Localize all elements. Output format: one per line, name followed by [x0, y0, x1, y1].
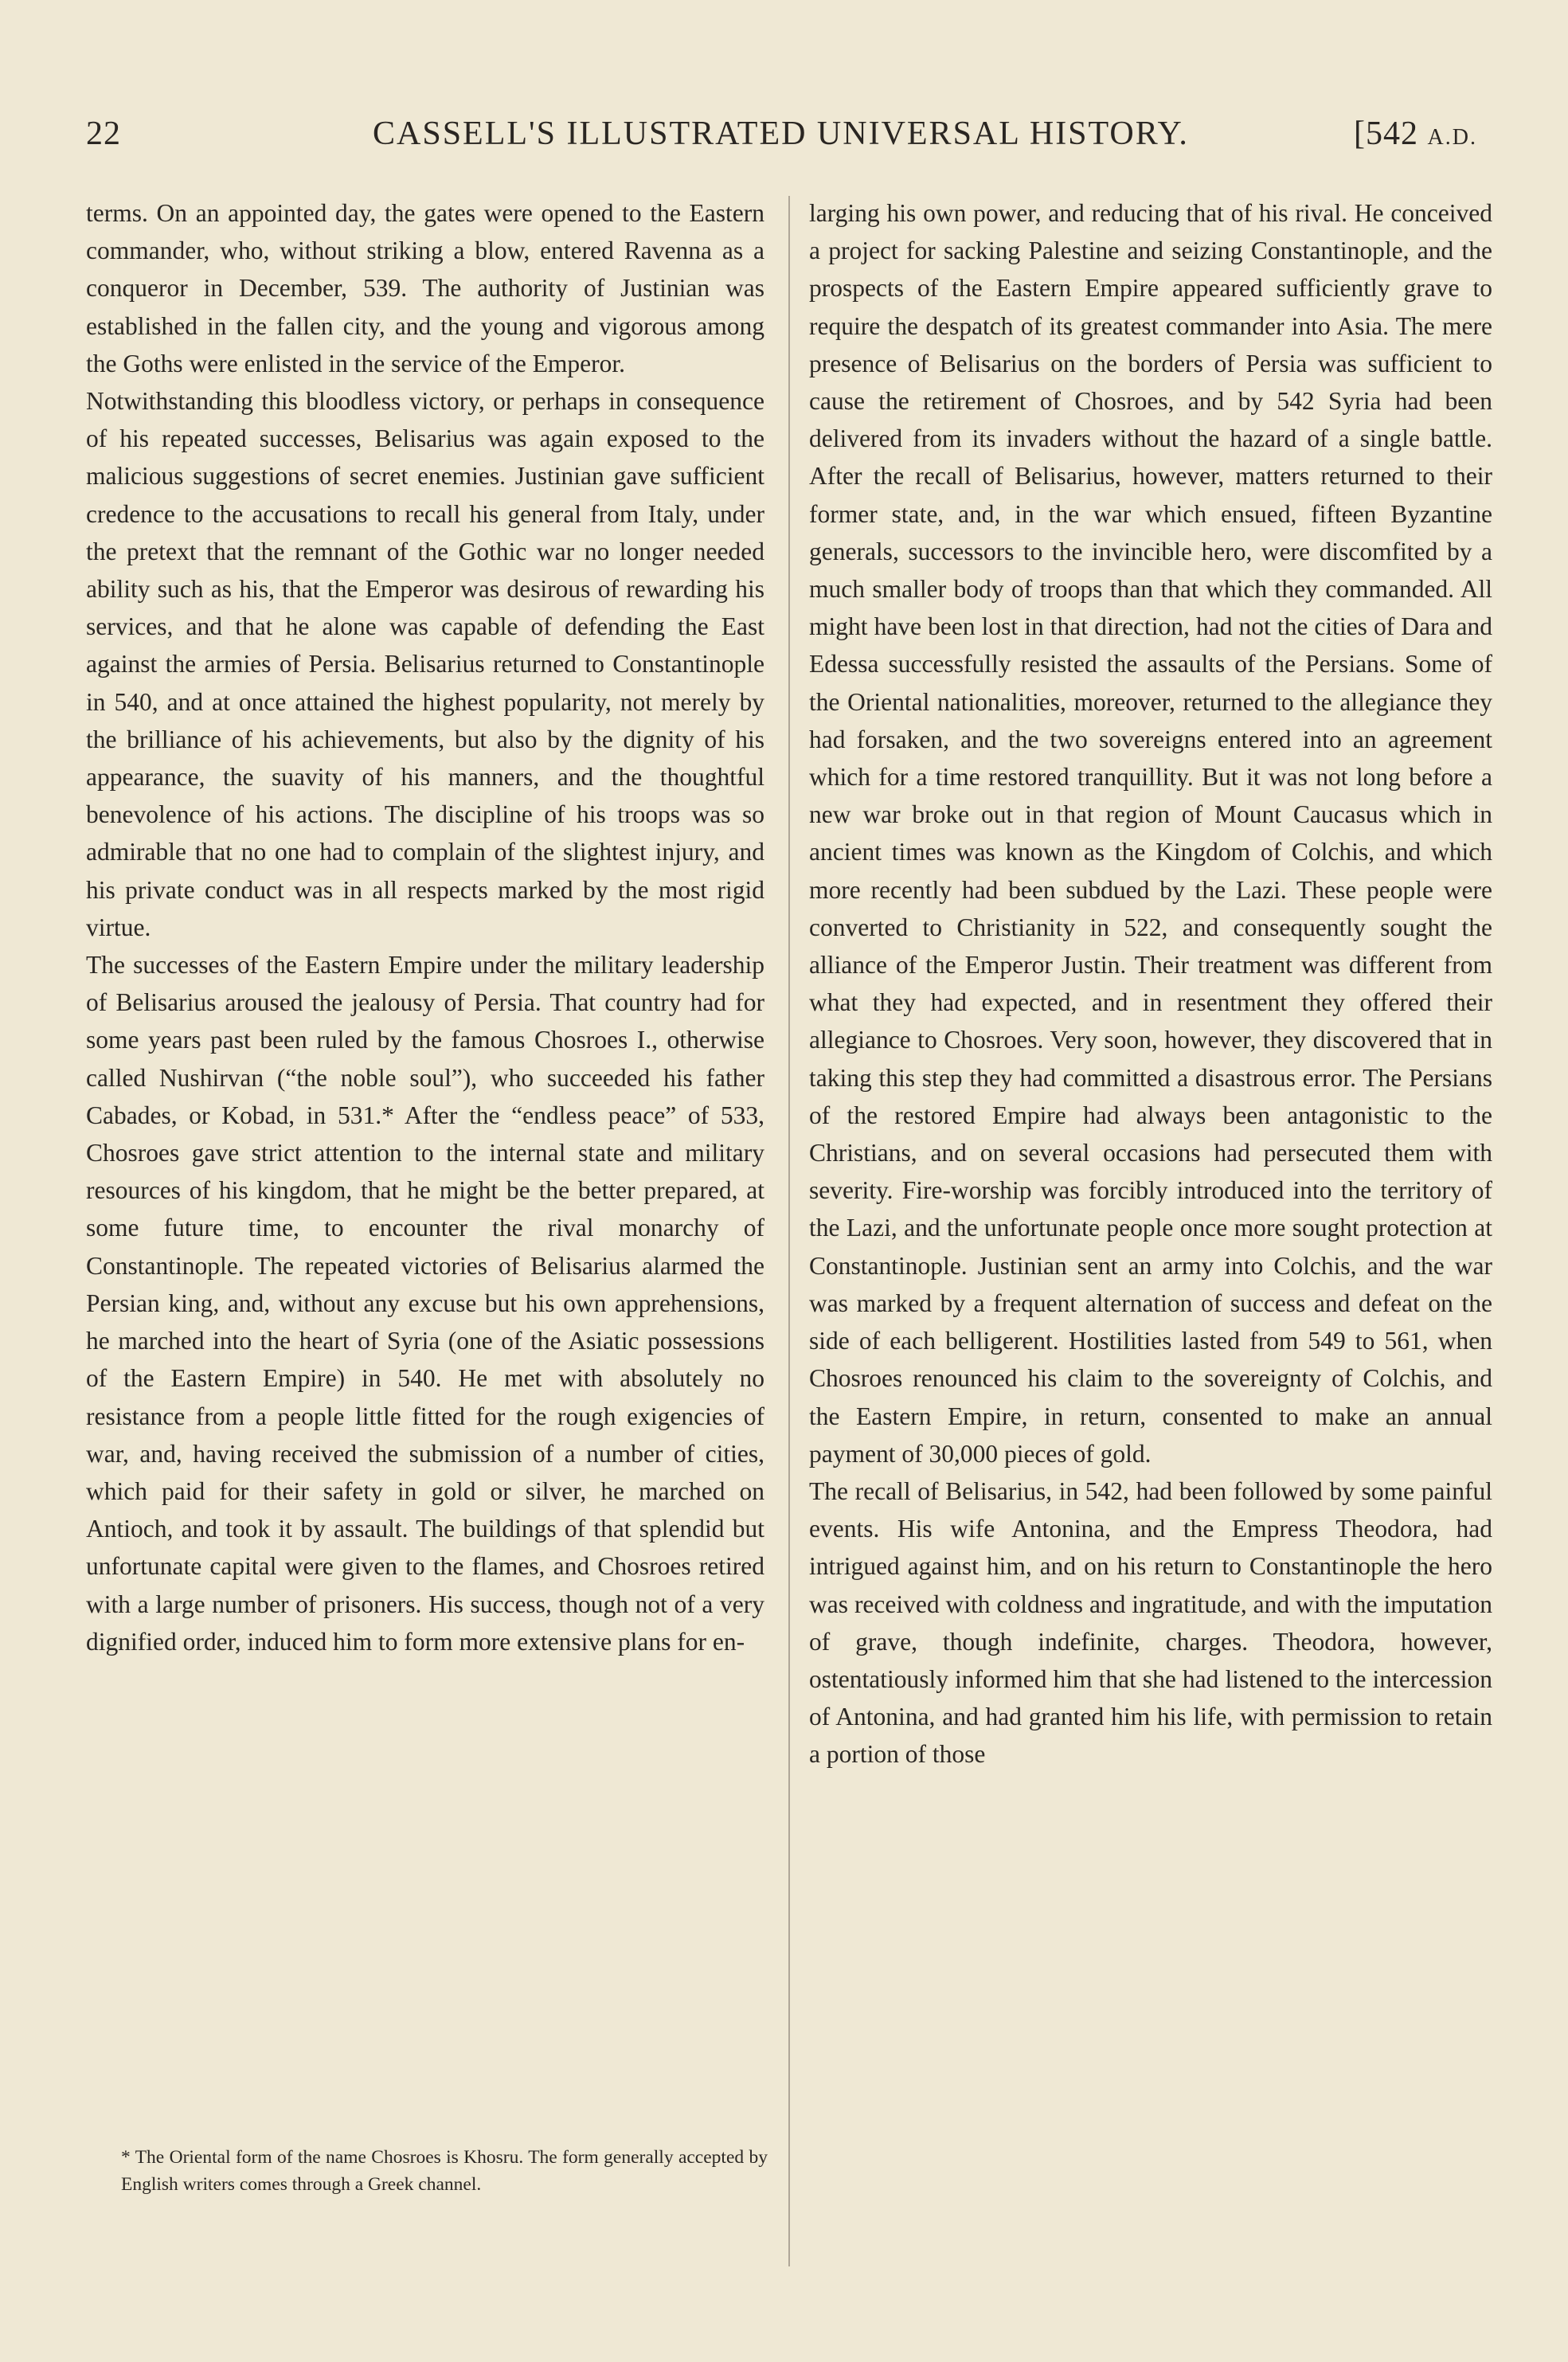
running-title: CASSELL'S ILLUSTRATED UNIVERSAL HISTORY.	[373, 115, 1189, 152]
paragraph: The successes of the Eastern Empire under the military leadership of Belisarius aroused the jealousy of Persia. That country had for some years past been ruled by the famous Chosroes I., otherwise called Nushirvan (“the noble soul”), who succeeded his father Cabades, or Kobad, in 531.* After the “endless peace” of 533, Chosroes gave strict attention to the internal state and military resources of his kingdom, that he might be the better prepared, at some future time, to encounter the rival monarchy of Constantinople. The repeated victories of Belisarius alarmed the Persian king, and, without any excuse but his own apprehensions, he marched into the heart of Syria (one of the Asiatic possessions of the Eastern Empire) in 540. He met with absolutely no resistance from a people little fitted for the rough exigencies of war, and, having received the submission of a number of cities, which paid for their safety in gold or silver, he marched on Antioch, and took it by assault. The buildings of that splendid but unfortunate capital were given to the flames, and Chosroes retired with a large number of prisoners. His success, though not of a very dignified order, induced him to form more extensive plans for en-	[86, 951, 764, 1656]
column-divider	[788, 196, 790, 2266]
running-header	[0, 0, 1568, 183]
date-tag-year: [542	[1354, 115, 1428, 152]
right-column	[809, 194, 1492, 1773]
paragraph: The recall of Belisarius, in 542, had been followed by some painful events. His wife Antonina, and the Empress Theodora, had intrigued against him, and on his return to Constantinople the hero was received with coldness and ingratitude, and with the imputation of grave, though indefinite, charges. Theodora, however, ostentatiously informed him that she had listened to the intercession of Antonina, and had granted him his life, with permission to retain a portion of those	[809, 1476, 1492, 1769]
date-tag	[1354, 115, 1477, 153]
footnote	[86, 2144, 768, 2198]
page-number: 22	[86, 115, 121, 152]
footnote-text: * The Oriental form of the name Chosroes is Khosru. The form generally accepted by English writers comes through a Greek channel.	[121, 2147, 768, 2195]
left-column	[86, 194, 764, 1660]
date-tag-era: A.D.	[1427, 125, 1477, 150]
paragraph: Notwithstanding this bloodless victory, or perhaps in consequence of his repeated successes, Belisarius was again exposed to the malicious suggestions of secret enemies. Justinian gave sufficient credence to the accusations to recall his general from Italy, under the pretext that the remnant of the Gothic war no longer needed ability such as his, that the Emperor was desirous of rewarding his services, and that he alone was capable of defending the East against the armies of Persia. Belisarius returned to Constantinople in 540, and at once attained the highest popularity, not merely by the brilliance of his achievements, but also by the dignity of his appearance, the suavity of his manners, and the thoughtful benevolence of his actions. The discipline of his troops was so admirable that no one had to complain of the slightest injury, and his private conduct was in all respects marked by the most rigid virtue.	[86, 387, 764, 941]
paragraph: larging his own power, and reducing that of his rival. He conceived a project for sacking Palestine and seizing Constantinople, and the prospects of the Eastern Empire appeared sufficiently grave to require the despatch of its greatest commander into Asia. The mere presence of Belisarius on the borders of Persia was sufficient to cause the retirement of Chosroes, and by 542 Syria had been delivered from its invaders without the hazard of a single battle. After the recall of Belisarius, however, matters returned to their former state, and, in the war which ensued, fifteen Byzantine generals, successors to the invincible hero, were discomfited by a much smaller body of troops than that which they commanded. All might have been lost in that direction, had not the cities of Dara and Edessa successfully resisted the assaults of the Persians. Some of the Oriental nationalities, moreover, returned to the allegiance they had forsaken, and the two sovereigns entered into an agreement which for a time restored tranquillity. But it was not long before a new war broke out in that region of Mount Caucasus which in ancient times was known as the Kingdom of Colchis, and which more recently had been subdued by the Lazi. These people were converted to Christianity in 522, and consequently sought the alliance of the Emperor Justin. Their treatment was different from what they had expected, and in resentment they offered their allegiance to Chosroes. Very soon, however, they discovered that in taking this step they had committed a disastrous error. The Persians of the restored Empire had always been antagonistic to the Christians, and on several occasions had persecuted them with severity. Fire-worship was forcibly introduced into the territory of the Lazi, and the unfortunate people once more sought protection at Constantinople. Justinian sent an army into Colchis, and the war was marked by a frequent alternation of success and defeat on the side of each belligerent. Hostilities lasted from 549 to 561, when Chosroes renounced his claim to the sovereignty of Colchis, and the Eastern Empire, in return, consented to make an annual payment of 30,000 pieces of gold.	[809, 199, 1492, 1468]
paragraph: terms. On an appointed day, the gates were opened to the Eastern commander, who, without striking a blow, entered Ravenna as a conqueror in December, 539. The authority of Justinian was established in the fallen city, and the young and vigorous among the Goths were enlisted in the service of the Emperor.	[86, 199, 764, 377]
